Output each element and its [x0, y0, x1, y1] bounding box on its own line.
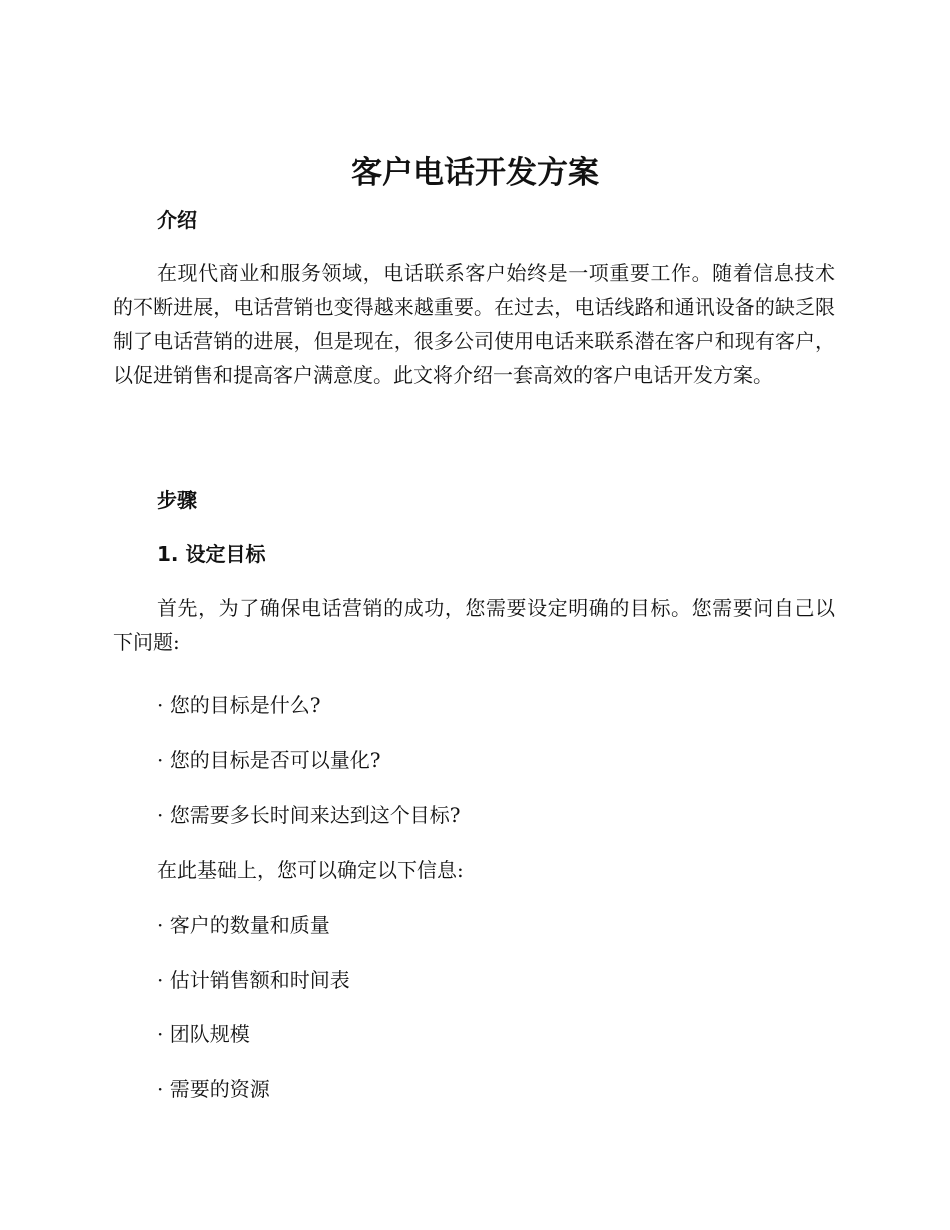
info-item: · 需要的资源: [157, 1077, 270, 1101]
question-item: · 您需要多长时间来达到这个目标?: [157, 803, 461, 827]
question-item: · 您的目标是什么?: [157, 693, 321, 717]
info-item: · 团队规模: [157, 1022, 250, 1046]
intro-heading: 介绍: [157, 208, 197, 232]
info-item: · 客户的数量和质量: [157, 913, 330, 937]
info-item: · 估计销售额和时间表: [157, 968, 350, 992]
step1-paragraph: 首先，为了确保电话营销的成功，您需要设定明确的目标。您需要问自己以下问题:: [113, 596, 835, 654]
intro-paragraph: 在现代商业和服务领域，电话联系客户始终是一项重要工作。随着信息技术的不断进展，电话营销也变得越来越重要。在过去，电话线路和通讯设备的缺乏限制了电话营销的进展，但是现在，很多公司使用电话来联系潜在客户和现有客户，以促进销售和提高客户满意度。此文将介绍一套高效的客户电话开发方案。: [113, 261, 835, 387]
step1-heading: 1. 设定目标: [157, 542, 266, 566]
info-intro: 在此基础上，您可以确定以下信息:: [157, 858, 464, 882]
steps-heading: 步骤: [157, 488, 197, 512]
question-item: · 您的目标是否可以量化?: [157, 748, 381, 772]
document-title: 客户电话开发方案: [351, 155, 599, 191]
